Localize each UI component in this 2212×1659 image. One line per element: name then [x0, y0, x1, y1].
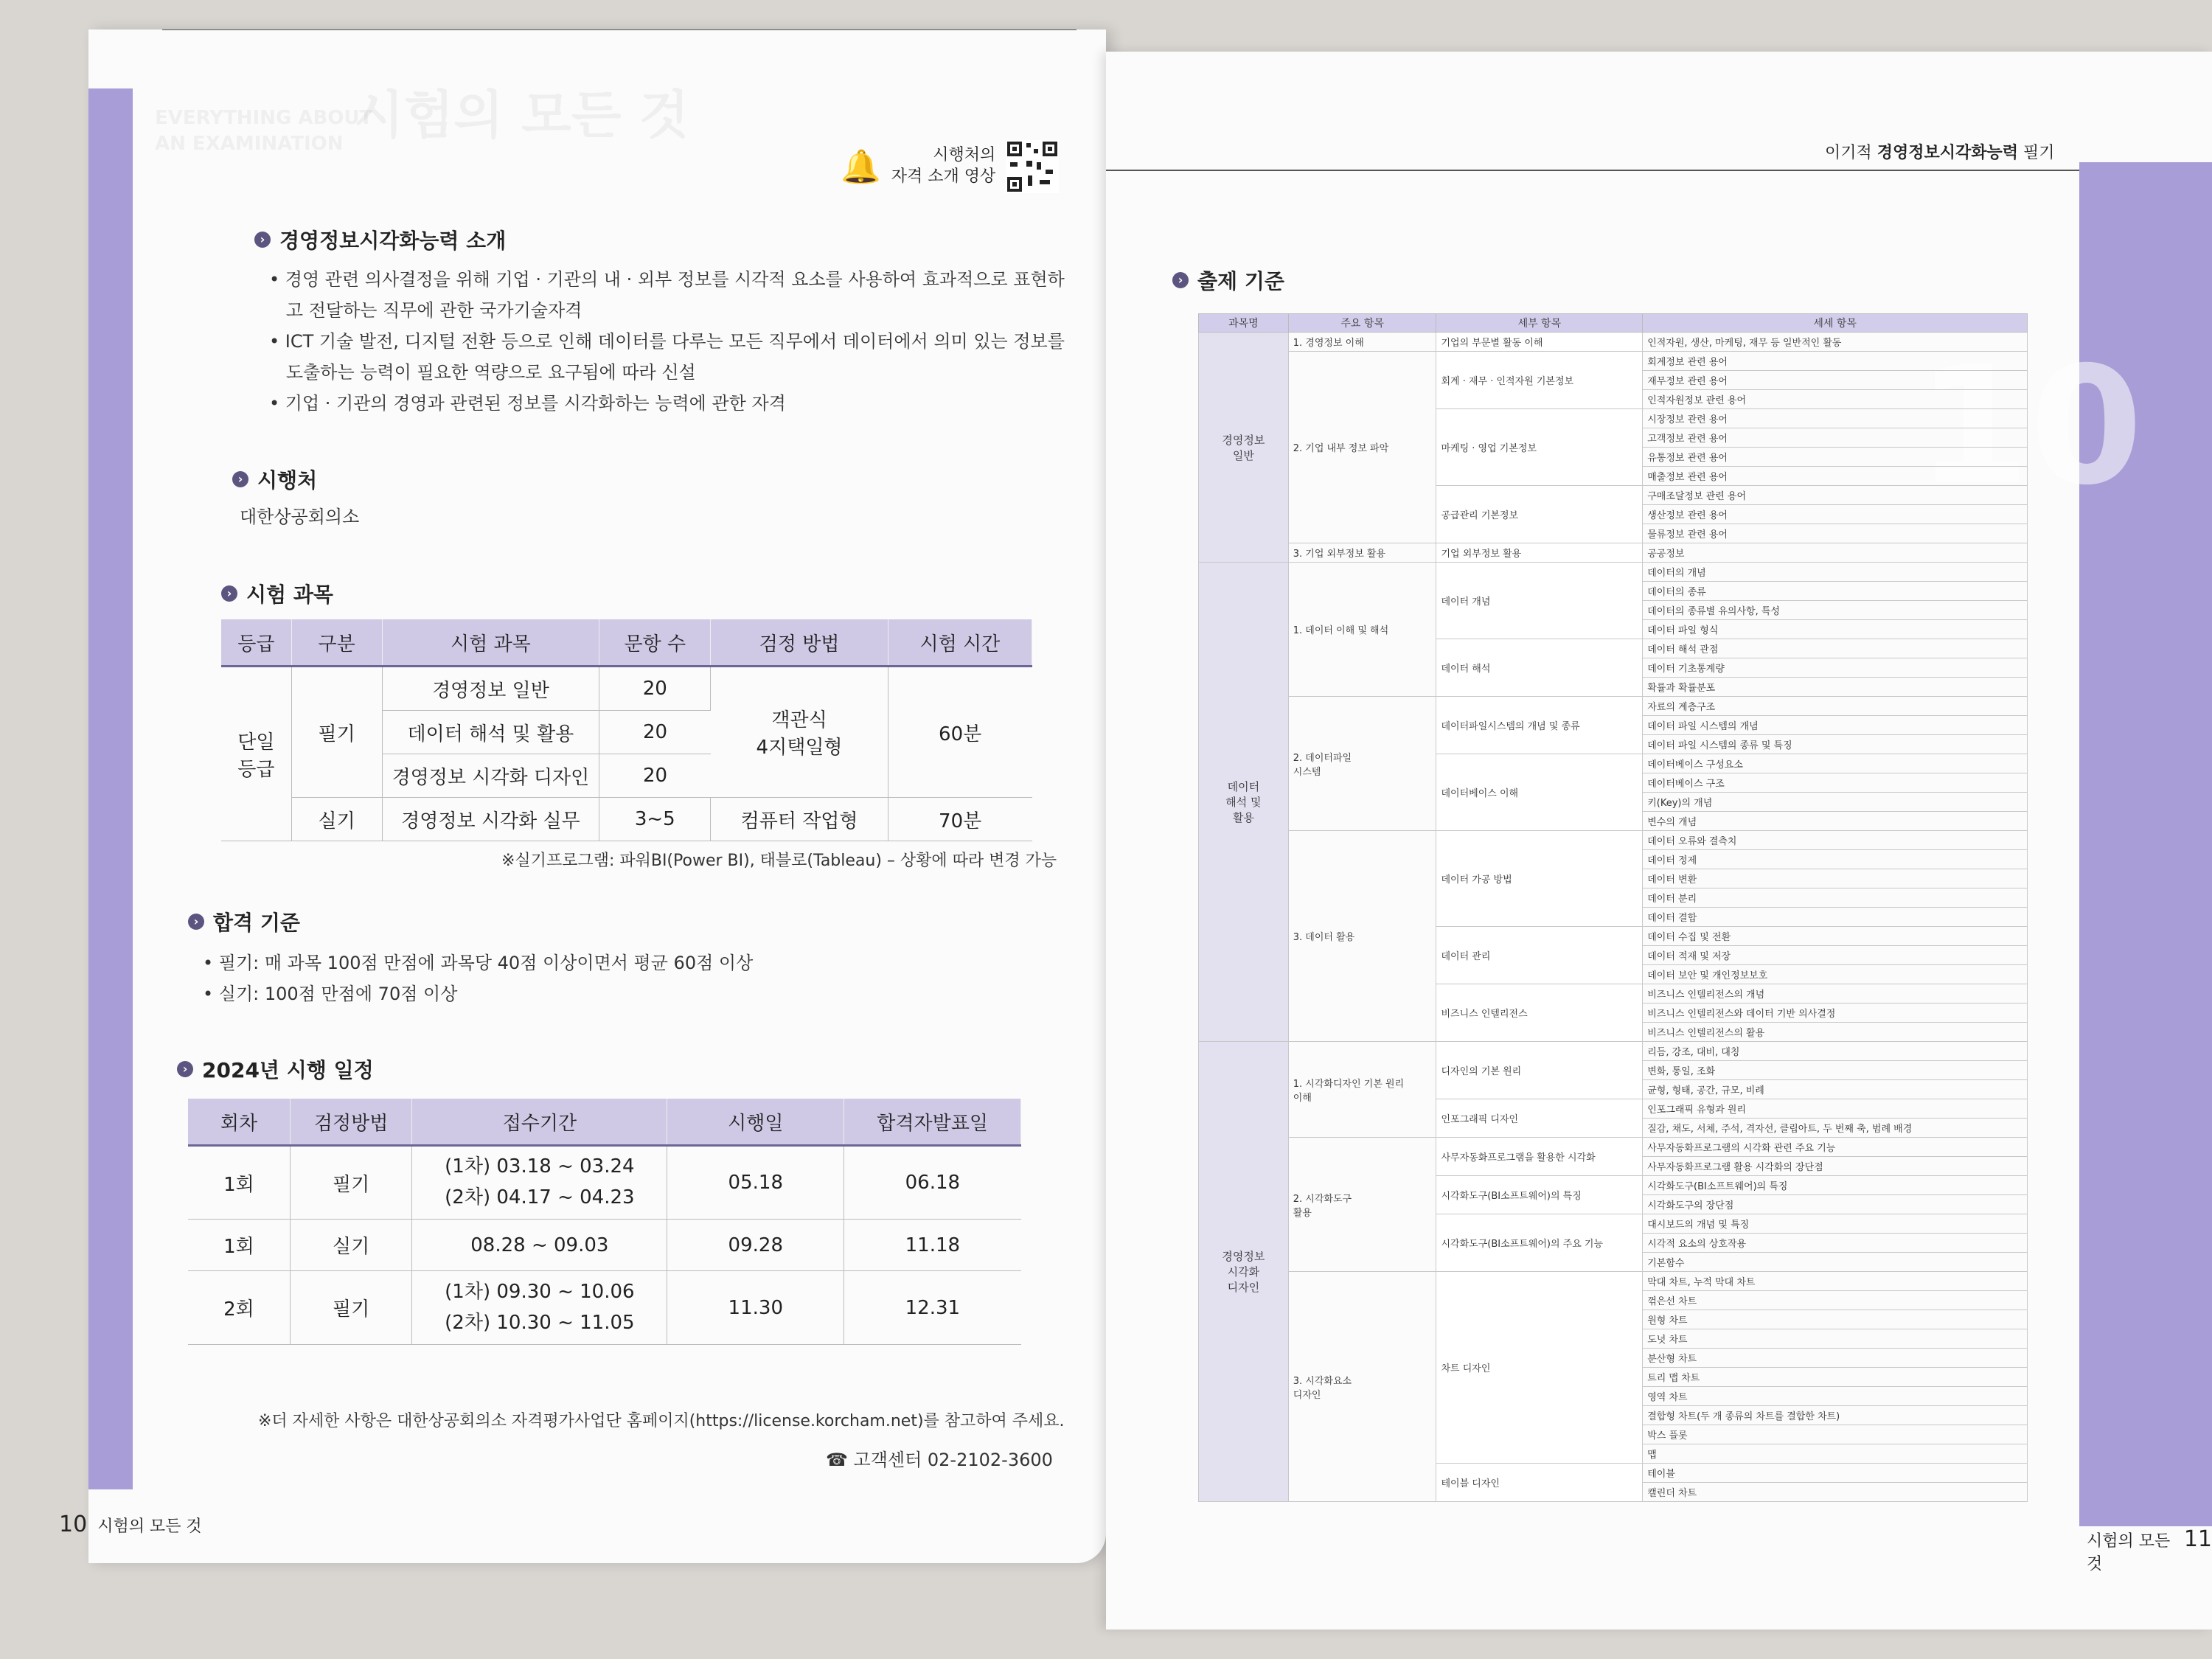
section-bullet-icon: › — [188, 914, 204, 930]
detail-item-cell: 키(Key)의 개념 — [1643, 793, 2028, 812]
sub-item-cell: 회계 · 재무 · 인적자원 기본정보 — [1436, 352, 1643, 409]
sub-item-cell: 비즈니스 인텔리전스 — [1436, 984, 1643, 1042]
detail-item-cell: 데이터베이스 구조 — [1643, 773, 2028, 793]
method-cell: 실기 — [290, 1220, 411, 1271]
detail-item-cell: 데이터의 개념 — [1643, 563, 2028, 582]
grade-cell: 단일 등급 — [221, 667, 291, 841]
header-suffix: 필기 — [2023, 144, 2055, 162]
sub-item-cell: 차트 디자인 — [1436, 1272, 1643, 1464]
detail-item-cell: 데이터 결합 — [1643, 908, 2028, 927]
table-row — [1199, 1138, 2028, 1157]
detail-item-cell: 시각화도구의 장단점 — [1643, 1195, 2028, 1214]
header-brand: 이기적 — [1825, 144, 1872, 162]
detail-item-cell: 원형 차트 — [1643, 1310, 2028, 1329]
period-cell: (1차) 03.18 ~ 03.24 (2차) 04.17 ~ 04.23 — [412, 1146, 667, 1220]
detail-item-cell: 막대 차트, 누적 막대 차트 — [1643, 1272, 2028, 1291]
detail-item-cell: 데이터 파일 시스템의 종류 및 특징 — [1643, 735, 2028, 754]
col-header: 시험 과목 — [382, 619, 599, 667]
pass-bullet: • 필기: 매 과목 100점 만점에 과목당 40점 이상이면서 평균 60점 이상 — [203, 953, 754, 973]
sub-item-cell: 데이터 가공 방법 — [1436, 831, 1643, 927]
detail-item-cell: 분산형 차트 — [1643, 1349, 2028, 1368]
detail-item-cell: 회계정보 관련 용어 — [1643, 352, 2028, 371]
period-cell: (1차) 09.30 ~ 10.06 (2차) 10.30 ~ 11.05 — [412, 1271, 667, 1345]
detail-item-cell: 확률과 확률분포 — [1643, 678, 2028, 697]
table-row — [1199, 697, 2028, 716]
right-footer — [2087, 1526, 2212, 1574]
schedule-title-row — [177, 1054, 374, 1084]
detail-item-cell: 고객정보 관련 용어 — [1643, 428, 2028, 448]
method-cell: 객관식 4지택일형 — [711, 667, 888, 798]
contact-line: ☎ 고객센터 02-2102-3600 — [826, 1450, 1053, 1470]
col-header: 합격자발표일 — [844, 1099, 1021, 1146]
pass-bullet: • 실기: 100점 만점에 70점 이상 — [203, 984, 458, 1004]
sub-item-cell: 기업 외부정보 활용 — [1436, 543, 1643, 563]
qr-caption-1: 시행처의 — [933, 146, 996, 165]
schedule-note: ※더 자세한 사항은 대한상공회의소 자격평가사업단 홈페이지(https://license.korcham.net)를 참고하여 주세요. — [258, 1412, 1065, 1430]
col-header: 등급 — [221, 619, 291, 667]
table-row — [188, 1271, 1021, 1345]
page-number: 10 — [59, 1512, 88, 1537]
sub-item-cell: 디자인의 기본 원리 — [1436, 1042, 1643, 1099]
period-cell: 08.28 ~ 09.03 — [412, 1220, 667, 1271]
main-item-cell: 2. 기업 내부 정보 파악 — [1288, 352, 1436, 543]
subject-cell: 데이터 해석 및 활용 — [1199, 563, 1289, 1042]
sub-item-cell: 사무자동화프로그램을 활용한 시각화 — [1436, 1138, 1643, 1176]
count-cell: 3~5 — [599, 798, 711, 841]
watermark-sub-1: EVERYTHING ABOUT — [155, 107, 373, 129]
criteria-table — [1198, 313, 2028, 1502]
section-bullet-icon: › — [254, 232, 271, 248]
time-cell: 70분 — [888, 798, 1032, 841]
pass-title-row — [188, 907, 300, 936]
bell-icon: 🔔 — [841, 148, 881, 186]
sub-item-cell: 테이블 디자인 — [1436, 1464, 1643, 1502]
footer-text: 시험의 모든 것 — [2087, 1532, 2171, 1573]
qr-caption-2: 자격 소개 영상 — [891, 167, 996, 186]
subject-cell: 경영정보 일반 — [382, 667, 599, 711]
detail-item-cell: 매출정보 관련 용어 — [1643, 467, 2028, 486]
count-cell: 20 — [599, 754, 711, 798]
main-item-cell: 1. 시각화디자인 기본 원리 이해 — [1288, 1042, 1436, 1138]
section-bullet-icon: › — [232, 471, 248, 487]
pass-bullets — [203, 947, 753, 1009]
detail-item-cell: 데이터 정제 — [1643, 850, 2028, 869]
sub-item-cell: 데이터파일시스템의 개념 및 종류 — [1436, 697, 1643, 754]
detail-item-cell: 데이터 해석 관점 — [1643, 639, 2028, 658]
practical-cell: 실기 — [291, 798, 382, 841]
detail-item-cell: 공공정보 — [1643, 543, 2028, 563]
round-cell: 1회 — [188, 1146, 290, 1220]
detail-item-cell: 생산정보 관련 용어 — [1643, 505, 2028, 524]
col-header: 접수기간 — [412, 1099, 667, 1146]
agency-title: 시행처 — [257, 468, 318, 493]
detail-item-cell: 데이터의 종류별 유의사항, 특성 — [1643, 601, 2028, 620]
sub-item-cell: 데이터 개념 — [1436, 563, 1643, 639]
detail-item-cell: 도넛 차트 — [1643, 1329, 2028, 1349]
col-header: 문항 수 — [599, 619, 711, 667]
detail-item-cell: 변수의 개념 — [1643, 812, 2028, 831]
col-header: 세부 항목 — [1436, 314, 1643, 333]
intro-bullets — [269, 264, 1065, 419]
sub-item-cell: 데이터 해석 — [1436, 639, 1643, 697]
intro-bullet: • 경영 관련 의사결정을 위해 기업 · 기관의 내 · 외부 정보를 시각적 요소를 사용하여 효과적으로 표현하 — [269, 269, 1065, 290]
detail-item-cell: 사무자동화프로그램 활용 시각화의 장단점 — [1643, 1157, 2028, 1176]
detail-item-cell: 트리 맵 차트 — [1643, 1368, 2028, 1387]
section-bullet-icon: › — [1172, 272, 1189, 288]
main-item-cell: 1. 경영정보 이해 — [1288, 333, 1436, 352]
detail-item-cell: 시장정보 관련 용어 — [1643, 409, 2028, 428]
time-cell: 60분 — [888, 667, 1032, 798]
count-cell: 20 — [599, 667, 711, 711]
subjects-note: ※실기프로그램: 파워BI(Power BI), 태블로(Tableau) – 상황에 따라 변경 가능 — [501, 852, 1057, 870]
intro-bullet: • 기업 · 기관의 경영과 관련된 정보를 시각화하는 능력에 관한 자격 — [269, 393, 786, 414]
date-cell: 09.28 — [667, 1220, 844, 1271]
result-cell: 12.31 — [844, 1271, 1021, 1345]
intro-bullet: 고 전달하는 직무에 관한 국가기술자격 — [269, 300, 582, 321]
result-cell: 11.18 — [844, 1220, 1021, 1271]
detail-item-cell: 시각적 요소의 상호작용 — [1643, 1234, 2028, 1253]
qr-block — [841, 140, 1059, 193]
intro-title-row — [254, 225, 506, 254]
sub-item-cell: 기업의 부문별 활동 이해 — [1436, 333, 1643, 352]
detail-item-cell: 데이터 수집 및 전환 — [1643, 927, 2028, 946]
detail-item-cell: 데이터 보안 및 개인정보보호 — [1643, 965, 2028, 984]
subjects-title-row — [221, 579, 333, 608]
sub-item-cell: 데이터 관리 — [1436, 927, 1643, 984]
col-header: 회차 — [188, 1099, 290, 1146]
schedule-title: 2024년 시행 일정 — [202, 1058, 374, 1082]
page-number: 11 — [2183, 1526, 2212, 1552]
header-rule — [1106, 170, 2079, 171]
detail-item-cell: 데이터 파일 시스템의 개념 — [1643, 716, 2028, 735]
watermark-number: 10 — [1917, 332, 2143, 521]
count-cell: 20 — [599, 711, 711, 754]
main-item-cell: 3. 기업 외부정보 활용 — [1288, 543, 1436, 563]
table-row — [1199, 333, 2028, 352]
detail-item-cell: 사무자동화프로그램의 시각화 관련 주요 기능 — [1643, 1138, 2028, 1157]
schedule-table — [188, 1099, 1021, 1345]
main-item-cell: 2. 시각화도구 활용 — [1288, 1138, 1436, 1272]
intro-title: 경영정보시각화능력 소개 — [279, 229, 507, 253]
criteria-body — [1199, 333, 2028, 1502]
detail-item-cell: 테이블 — [1643, 1464, 2028, 1483]
subject-cell: 경영정보 시각화 디자인 — [1199, 1042, 1289, 1502]
sub-item-cell: 공급관리 기본정보 — [1436, 486, 1643, 543]
detail-item-cell: 기본함수 — [1643, 1253, 2028, 1272]
main-item-cell: 3. 데이터 활용 — [1288, 831, 1436, 1042]
detail-item-cell: 변화, 통일, 조화 — [1643, 1061, 2028, 1080]
agency-title-row — [232, 465, 317, 494]
watermark-sub-2: AN EXAMINATION — [155, 133, 344, 155]
sub-item-cell: 마케팅 · 영업 기본정보 — [1436, 409, 1643, 486]
detail-item-cell: 데이터 적재 및 저장 — [1643, 946, 2028, 965]
subject-cell: 데이터 해석 및 활용 — [382, 711, 599, 754]
subject-cell: 경영정보 시각화 디자인 — [382, 754, 599, 798]
table-row — [188, 1220, 1021, 1271]
table-row — [221, 798, 1032, 841]
detail-item-cell: 캘린더 차트 — [1643, 1483, 2028, 1502]
detail-item-cell: 물류정보 관련 용어 — [1643, 524, 2028, 543]
detail-item-cell: 결합형 차트(두 개 종류의 차트를 결합한 차트) — [1643, 1406, 2028, 1425]
col-header: 검정방법 — [290, 1099, 411, 1146]
section-bullet-icon: › — [177, 1061, 193, 1077]
round-cell: 1회 — [188, 1220, 290, 1271]
intro-bullet: 도출하는 능력이 필요한 역량으로 요구됨에 따라 신설 — [269, 362, 696, 383]
detail-item-cell: 균형, 형태, 공간, 규모, 비례 — [1643, 1080, 2028, 1099]
header-title — [1825, 140, 2055, 163]
detail-item-cell: 재무정보 관련 용어 — [1643, 371, 2028, 390]
pass-title: 합격 기준 — [213, 911, 300, 935]
subjects-title: 시험 과목 — [246, 582, 333, 607]
detail-item-cell: 리듬, 강조, 대비, 대칭 — [1643, 1042, 2028, 1061]
subject-cell: 경영정보 일반 — [1199, 333, 1289, 563]
top-rule — [162, 29, 1077, 30]
col-header: 검정 방법 — [711, 619, 888, 667]
intro-bullet: • ICT 기술 발전, 디지털 전환 등으로 인해 데이터를 다루는 모든 직무에서 데이터에서 의미 있는 정보를 — [269, 331, 1065, 352]
qr-code-icon[interactable] — [1006, 140, 1059, 193]
detail-item-cell: 인포그래픽 유형과 원리 — [1643, 1099, 2028, 1119]
header-book: 경영정보시각화능력 — [1877, 144, 2019, 162]
detail-item-cell: 시각화도구(BI소프트웨어)의 특징 — [1643, 1176, 2028, 1195]
col-header: 주요 항목 — [1288, 314, 1436, 333]
left-page-accent-band — [88, 88, 133, 1489]
table-row — [1199, 352, 2028, 371]
detail-item-cell: 구매조달정보 관련 용어 — [1643, 486, 2028, 505]
left-footer — [59, 1512, 202, 1537]
table-row — [1199, 563, 2028, 582]
criteria-title-row — [1172, 265, 1284, 295]
detail-item-cell: 인적자원, 생산, 마케팅, 재무 등 일반적인 활동 — [1643, 333, 2028, 352]
detail-item-cell: 비즈니스 인텔리전스의 활용 — [1643, 1023, 2028, 1042]
sub-item-cell: 인포그래픽 디자인 — [1436, 1099, 1643, 1138]
subjects-table — [221, 619, 1032, 841]
watermark-title: 시험의 모든 것 — [354, 85, 689, 145]
col-header: 세세 항목 — [1643, 314, 2028, 333]
detail-item-cell: 박스 플롯 — [1643, 1425, 2028, 1444]
table-header-row — [188, 1099, 1021, 1146]
date-cell: 05.18 — [667, 1146, 844, 1220]
table-row — [188, 1146, 1021, 1220]
method-cell: 필기 — [290, 1146, 411, 1220]
result-cell: 06.18 — [844, 1146, 1021, 1220]
main-item-cell: 2. 데이터파일 시스템 — [1288, 697, 1436, 831]
detail-item-cell: 유통정보 관련 용어 — [1643, 448, 2028, 467]
main-item-cell: 3. 시각화요소 디자인 — [1288, 1272, 1436, 1502]
col-header: 과목명 — [1199, 314, 1289, 333]
table-header-row — [1199, 314, 2028, 333]
table-row — [1199, 1042, 2028, 1061]
section-bullet-icon: › — [221, 585, 237, 602]
table-header-row — [221, 619, 1032, 667]
right-page — [1106, 52, 2212, 1630]
detail-item-cell: 데이터 분리 — [1643, 888, 2028, 908]
detail-item-cell: 인적자원정보 관련 용어 — [1643, 390, 2028, 409]
left-page — [59, 29, 1106, 1563]
method-cell: 컴퓨터 작업형 — [711, 798, 888, 841]
detail-item-cell: 데이터의 종류 — [1643, 582, 2028, 601]
agency-name: 대한상공회의소 — [240, 507, 360, 527]
col-header: 시행일 — [667, 1099, 844, 1146]
detail-item-cell: 꺾은선 차트 — [1643, 1291, 2028, 1310]
table-row — [1199, 1272, 2028, 1291]
col-header: 구분 — [291, 619, 382, 667]
detail-item-cell: 대시보드의 개념 및 특징 — [1643, 1214, 2028, 1234]
detail-item-cell: 맵 — [1643, 1444, 2028, 1464]
footer-text: 시험의 모든 것 — [97, 1517, 202, 1536]
subject-cell: 경영정보 시각화 실무 — [382, 798, 599, 841]
round-cell: 2회 — [188, 1271, 290, 1345]
detail-item-cell: 비즈니스 인텔리전스와 데이터 기반 의사결정 — [1643, 1004, 2028, 1023]
detail-item-cell: 비즈니스 인텔리전스의 개념 — [1643, 984, 2028, 1004]
detail-item-cell: 질감, 채도, 서체, 주석, 격자선, 클립아트, 두 번째 축, 범례 배경 — [1643, 1119, 2028, 1138]
detail-item-cell: 데이터베이스 구성요소 — [1643, 754, 2028, 773]
sub-item-cell: 데이터베이스 이해 — [1436, 754, 1643, 831]
detail-item-cell: 데이터 기초통계량 — [1643, 658, 2028, 678]
table-row — [1199, 543, 2028, 563]
col-header: 시험 시간 — [888, 619, 1032, 667]
criteria-title: 출제 기준 — [1197, 269, 1284, 293]
sub-item-cell: 시각화도구(BI소프트웨어)의 특징 — [1436, 1176, 1643, 1214]
date-cell: 11.30 — [667, 1271, 844, 1345]
detail-item-cell: 자료의 계층구조 — [1643, 697, 2028, 716]
sub-item-cell: 시각화도구(BI소프트웨어)의 주요 기능 — [1436, 1214, 1643, 1272]
table-row — [221, 667, 1032, 711]
written-cell: 필기 — [291, 667, 382, 798]
table-row — [1199, 831, 2028, 850]
detail-item-cell: 데이터 파일 형식 — [1643, 620, 2028, 639]
main-item-cell: 1. 데이터 이해 및 해석 — [1288, 563, 1436, 697]
method-cell: 필기 — [290, 1271, 411, 1345]
detail-item-cell: 영역 차트 — [1643, 1387, 2028, 1406]
detail-item-cell: 데이터 변환 — [1643, 869, 2028, 888]
detail-item-cell: 데이터 오류와 결측치 — [1643, 831, 2028, 850]
